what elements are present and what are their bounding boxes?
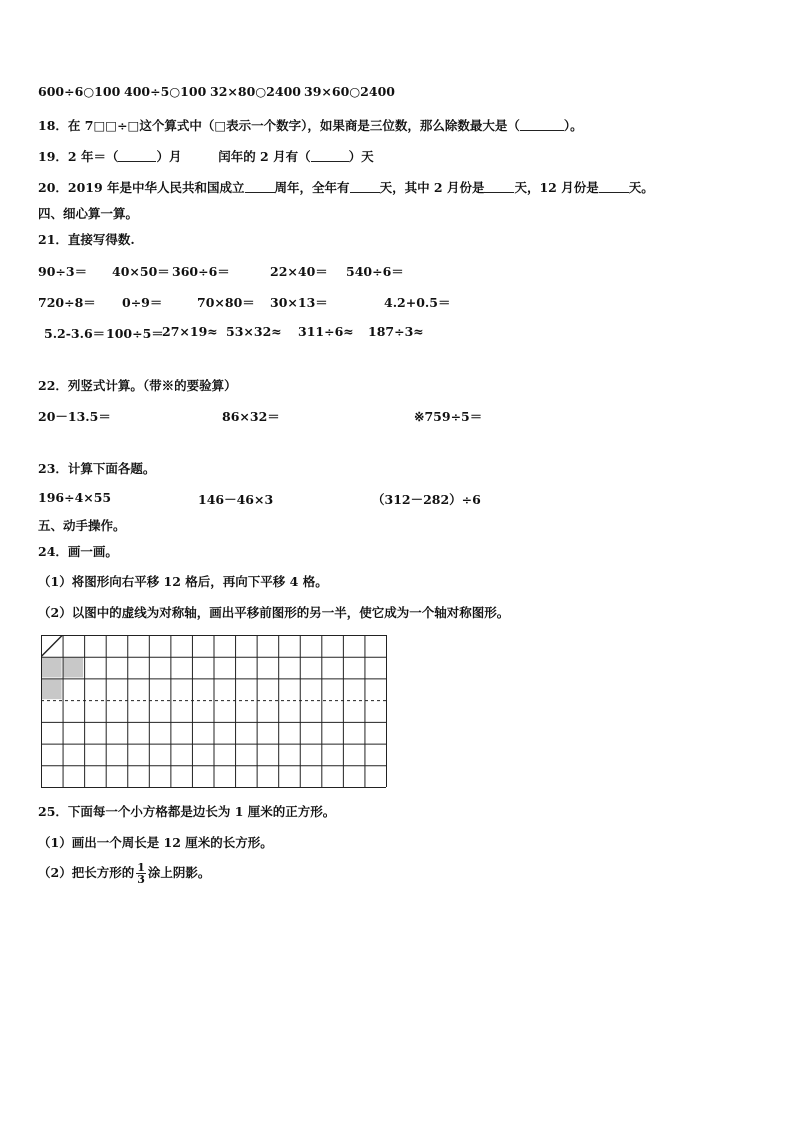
q21-r1-4: 22×40＝ [270,264,328,279]
q23-title: 23．计算下面各题。 [38,461,156,476]
q25-instruction-2 [38,862,210,885]
q25-instruction-1: （1）画出一个周长是 12 厘米的长方形。 [38,835,273,850]
q22-item-3: ※759÷5＝ [414,409,483,424]
q18-answer-blank[interactable] [520,118,564,131]
q21-r3-6: 187÷3≈ [368,324,424,339]
section-4-heading: 四、细心算一算。 [38,206,139,221]
q19-part4: ）天 [348,149,374,164]
q22-item-2: 86×32＝ [222,409,280,424]
section-5-heading: 五、动手操作。 [38,518,126,533]
q17-item-2: 400÷5○100 [124,84,207,99]
q21-r2-5: 4.2+0.5＝ [384,295,451,310]
q22-item-1: 20－13.5＝ [38,409,111,424]
shaded-cell [42,679,62,699]
q21-r1-1: 90÷3＝ [38,264,88,279]
q20-p1: 20．2019 年是中华人民共和国成立 [38,180,245,195]
q18-end: ）。 [563,118,583,133]
q17-item-3: 32×80○2400 [210,84,301,99]
q24-instruction-2: （2）以图中的虚线为对称轴，画出平移前图形的另一半，使它成为一个轴对称图形。 [38,605,510,620]
q21-r1-5: 540÷6＝ [346,264,404,279]
q19-part1: 19．2 年＝（ [38,149,119,164]
q20-blank-feb[interactable] [484,180,514,193]
q20-blank-days-year[interactable] [350,180,380,193]
q21-r1-2: 40×50＝ [112,264,170,279]
q18-text: 18．在 7□□÷□这个算式中（□表示一个数字），如果商是三位数，那么除数最大是（ [38,118,520,133]
triangle-diagonal-line [41,635,63,657]
q25-title: 25．下面每一个小方格都是边长为 1 厘米的正方形。 [38,804,336,819]
q21-r3-4: 53×32≈ [226,324,282,339]
q20-blank-dec[interactable] [599,180,629,193]
q21-r2-2: 0÷9＝ [122,295,163,310]
q21-r1-3: 360÷6＝ [172,264,230,279]
shaded-cell [64,658,84,678]
question-20 [38,178,654,196]
q21-r3-3: 27×19≈ [162,324,218,339]
q21-title: 21．直接写得数. [38,232,135,247]
q21-r3-2: 100÷5＝ [106,326,164,341]
q25-2-after: 涂上阴影。 [147,865,211,880]
q21-r3-5: 311÷6≈ [298,324,354,339]
fraction-denominator: 3 [137,873,145,886]
shaded-cell [42,658,62,678]
q17-item-4: 39×60○2400 [304,84,395,99]
q23-item-1: 196÷4×55 [38,490,112,505]
q19-blank-months[interactable] [118,149,156,162]
q21-r2-1: 720÷8＝ [38,295,96,310]
fraction-one-third [136,862,146,885]
q23-item-2: 146－46×3 [198,492,274,507]
fraction-numerator: 1 [137,861,145,874]
q24-title: 24．画一画。 [38,544,118,559]
q21-r2-3: 70×80＝ [197,295,255,310]
q21-r3-1: 5.2-3.6＝ [44,326,106,341]
q20-p4: 天，12 月份是 [514,180,599,195]
q17-item-1: 600÷6○100 [38,84,121,99]
question-19 [38,147,374,165]
q24-instruction-1: （1）将图形向右平移 12 格后，再向下平移 4 格。 [38,574,328,589]
q25-2-before: （2）把长方形的 [38,865,135,880]
drawing-grid[interactable] [41,635,391,790]
q19-part3: 闰年的 2 月有（ [218,149,311,164]
q22-title: 22．列竖式计算。（带※的要验算） [38,378,237,393]
q19-part2: ）月 [156,149,182,164]
q20-p5: 天。 [628,180,654,195]
q23-item-3: （312－282）÷6 [372,492,481,507]
q21-r2-4: 30×13＝ [270,295,328,310]
q19-blank-days[interactable] [311,149,349,162]
q20-p3: 天，其中 2 月份是 [379,180,485,195]
question-18 [38,116,583,134]
q20-p2: 周年，全年有 [274,180,350,195]
q20-blank-anniversary[interactable] [245,180,275,193]
